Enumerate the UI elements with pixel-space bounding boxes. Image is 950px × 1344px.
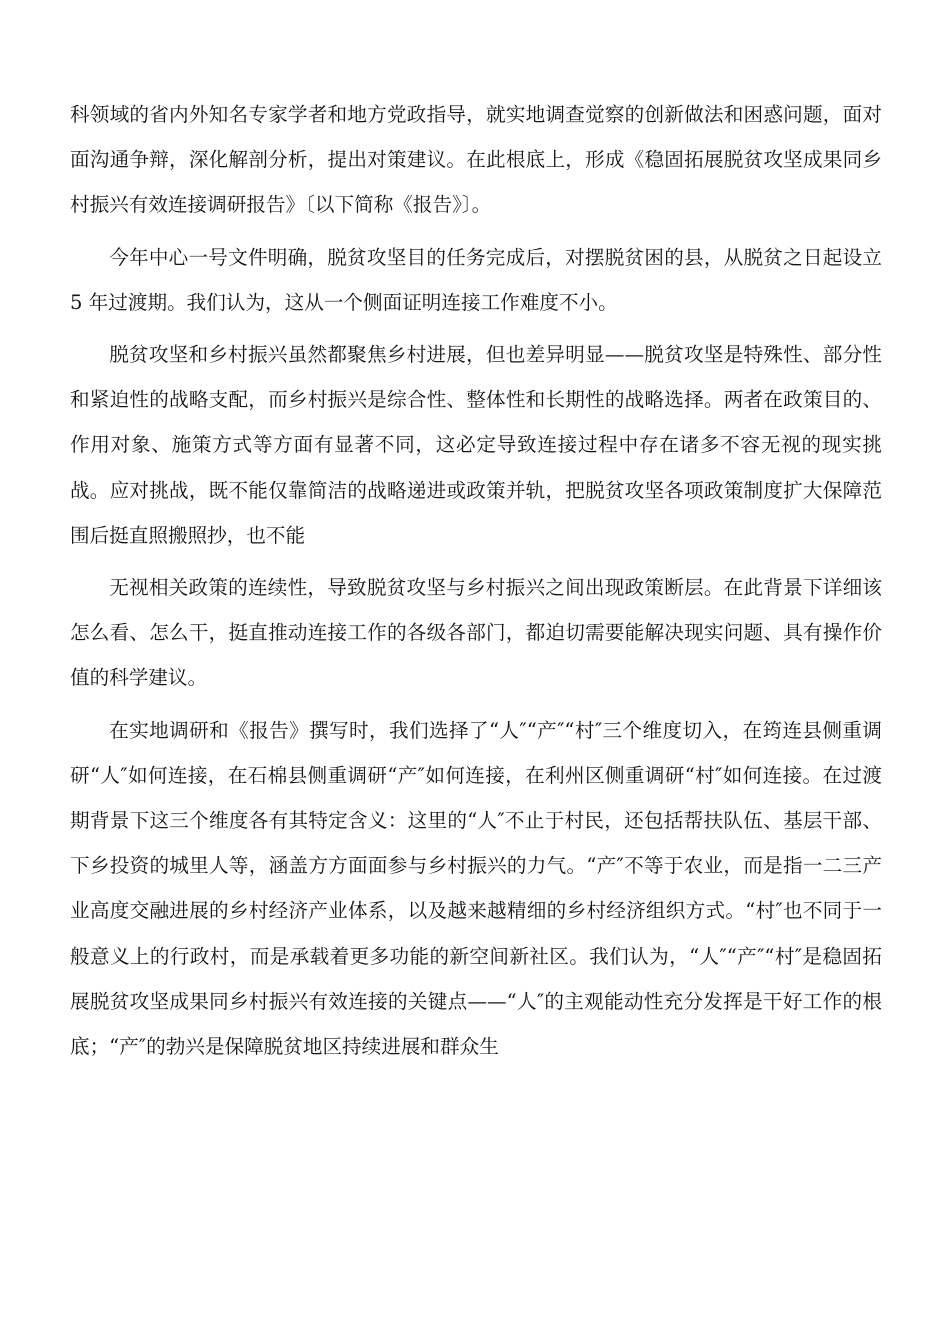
paragraph-4: 无视相关政策的连续性，导致脱贫攻坚与乡村振兴之间出现政策断层。在此背景下详细该怎么看、怎么干，挺直推动连接工作的各级各部门，都迫切需要能解决现实问题、具有操作价值的科学建议。 (70, 576, 882, 690)
paragraph-2: 今年中心一号文件明确，脱贫攻坚目的任务完成后，对摆脱贫困的县，从脱贫之日起设立 5 年过渡期。我们认为，这从一个侧面证明连接工作难度不小。 (70, 245, 882, 314)
document-body (70, 92, 882, 1069)
paragraph-3: 脱贫攻坚和乡村振兴虽然都聚焦乡村进展，但也差异明显——脱贫攻坚是特殊性、部分性和紧迫性的战略支配，而乡村振兴是综合性、整体性和长期性的战略选择。两者在政策目的、作用对象、施策方式等方面有显著不同，这必定导致连接过程中存在诸多不容无视的现实挑战。应对挑战，既不能仅靠简洁的战略递进或政策并轨，把脱贫攻坚各项政策制度扩大保障范围后挺直照搬照抄，也不能 (70, 343, 882, 547)
paragraph-5: 在实地调研和《报告》撰写时，我们选择了“人″“产″“村″三个维度切入，在筠连县侧重调研“人″如何连接，在石棉县侧重调研“产″如何连接，在利州区侧重调研“村″如何连接。在过渡期背景下这三个维度各有其特定含义：这里的“人″不止于村民，还包括帮扶队伍、基层干部、下乡投资的城里人等，涵盖方方面面参与乡村振兴的力气。“产″不等于农业，而是指一二三产业高度交融进展的乡村经济产业体系，以及越来越精细的乡村经济组织方式。“村″也不同于一般意义上的行政村，而是承载着更多功能的新空间新社区。我们认为，“人″“产″“村″是稳固拓展脱贫攻坚成果同乡村振兴有效连接的关键点——“人″的主观能动性充分发挥是干好工作的根底；“产″的勃兴是保障脱贫地区持续进展和群众生 (70, 718, 882, 1059)
paragraph-1: 科领域的省内外知名专家学者和地方党政指导，就实地调查觉察的创新做法和困惑问题，面对面沟通争辩，深化解剖分析，提出对策建议。在此根底上，形成《稳固拓展脱贫攻坚成果同乡村振兴有效连接调研报告》〔以下简称《报告》〕。 (70, 103, 882, 217)
